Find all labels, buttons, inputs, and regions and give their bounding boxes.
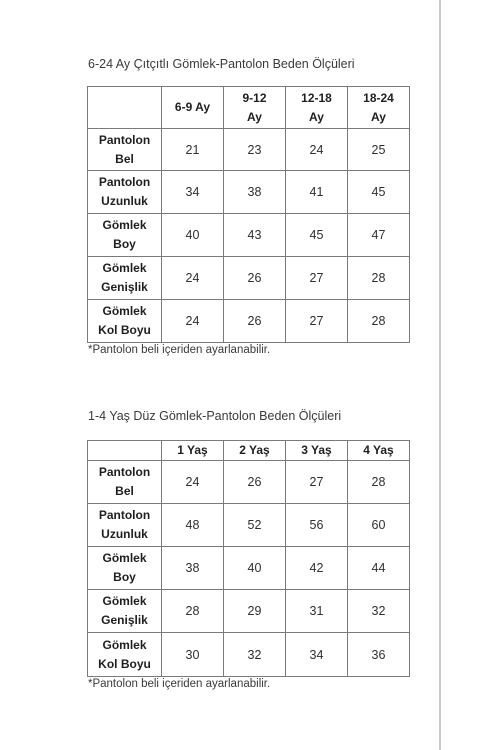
size-table-months	[87, 86, 410, 343]
row-header: Gömlek Boy	[88, 214, 162, 257]
table-cell: 38	[224, 171, 286, 214]
table-row	[88, 129, 410, 171]
table-cell: 34	[162, 171, 224, 214]
table-cell: 28	[348, 300, 410, 343]
table-cell: 28	[162, 590, 224, 633]
table1-title: 6-24 Ay Çıtçıtlı Gömlek-Pantolon Beden Ölçüleri	[88, 57, 355, 71]
table-cell: 27	[286, 461, 348, 504]
table-cell: 28	[348, 257, 410, 300]
table-cell: 29	[224, 590, 286, 633]
table-cell: 26	[224, 461, 286, 504]
table-cell: 26	[224, 257, 286, 300]
table-cell: 36	[348, 633, 410, 677]
table-header-row	[88, 441, 410, 461]
table-cell: 21	[162, 129, 224, 171]
table-row	[88, 257, 410, 300]
row-header: Gömlek Genişlik	[88, 257, 162, 300]
table-cell: 24	[286, 129, 348, 171]
corner-cell	[88, 441, 162, 461]
row-header: Gömlek Kol Boyu	[88, 633, 162, 677]
row-header: Gömlek Kol Boyu	[88, 300, 162, 343]
table-header-row	[88, 87, 410, 129]
table-cell: 52	[224, 504, 286, 547]
table-cell: 42	[286, 547, 348, 590]
table-cell: 48	[162, 504, 224, 547]
size-table-years	[87, 440, 410, 677]
table-cell: 56	[286, 504, 348, 547]
table-cell: 25	[348, 129, 410, 171]
table-cell: 24	[162, 300, 224, 343]
column-header: 9-12 Ay	[224, 87, 286, 129]
table-row	[88, 461, 410, 504]
corner-cell	[88, 87, 162, 129]
table-cell: 27	[286, 300, 348, 343]
row-header: Pantolon Uzunluk	[88, 504, 162, 547]
table-cell: 47	[348, 214, 410, 257]
table-cell: 40	[162, 214, 224, 257]
table-row	[88, 547, 410, 590]
table-cell: 31	[286, 590, 348, 633]
column-header: 2 Yaş	[224, 441, 286, 461]
table-cell: 44	[348, 547, 410, 590]
table-cell: 23	[224, 129, 286, 171]
table2-title: 1-4 Yaş Düz Gömlek-Pantolon Beden Ölçüleri	[88, 409, 342, 423]
column-header: 12-18 Ay	[286, 87, 348, 129]
table-cell: 24	[162, 461, 224, 504]
column-header: 3 Yaş	[286, 441, 348, 461]
table-cell: 41	[286, 171, 348, 214]
table-cell: 43	[224, 214, 286, 257]
table-cell: 30	[162, 633, 224, 677]
column-header: 4 Yaş	[348, 441, 410, 461]
table2-note: *Pantolon beli içeriden ayarlanabilir.	[88, 678, 271, 690]
table-cell: 24	[162, 257, 224, 300]
table-cell: 32	[348, 590, 410, 633]
table-cell: 60	[348, 504, 410, 547]
table-row	[88, 171, 410, 214]
table-cell: 32	[224, 633, 286, 677]
table-row	[88, 214, 410, 257]
column-header: 18-24 Ay	[348, 87, 410, 129]
row-header: Pantolon Bel	[88, 129, 162, 171]
table-cell: 28	[348, 461, 410, 504]
table-row	[88, 633, 410, 677]
table-cell: 40	[224, 547, 286, 590]
row-header: Pantolon Bel	[88, 461, 162, 504]
table-cell: 26	[224, 300, 286, 343]
page-divider	[439, 0, 441, 750]
row-header: Gömlek Boy	[88, 547, 162, 590]
table-cell: 27	[286, 257, 348, 300]
column-header: 6-9 Ay	[162, 87, 224, 129]
row-header: Gömlek Genişlik	[88, 590, 162, 633]
table-cell: 34	[286, 633, 348, 677]
table-row	[88, 590, 410, 633]
table-cell: 38	[162, 547, 224, 590]
table-row	[88, 300, 410, 343]
row-header: Pantolon Uzunluk	[88, 171, 162, 214]
table1-note: *Pantolon beli içeriden ayarlanabilir.	[88, 344, 271, 356]
table-cell: 45	[348, 171, 410, 214]
table-row	[88, 504, 410, 547]
table-cell: 45	[286, 214, 348, 257]
column-header: 1 Yaş	[162, 441, 224, 461]
